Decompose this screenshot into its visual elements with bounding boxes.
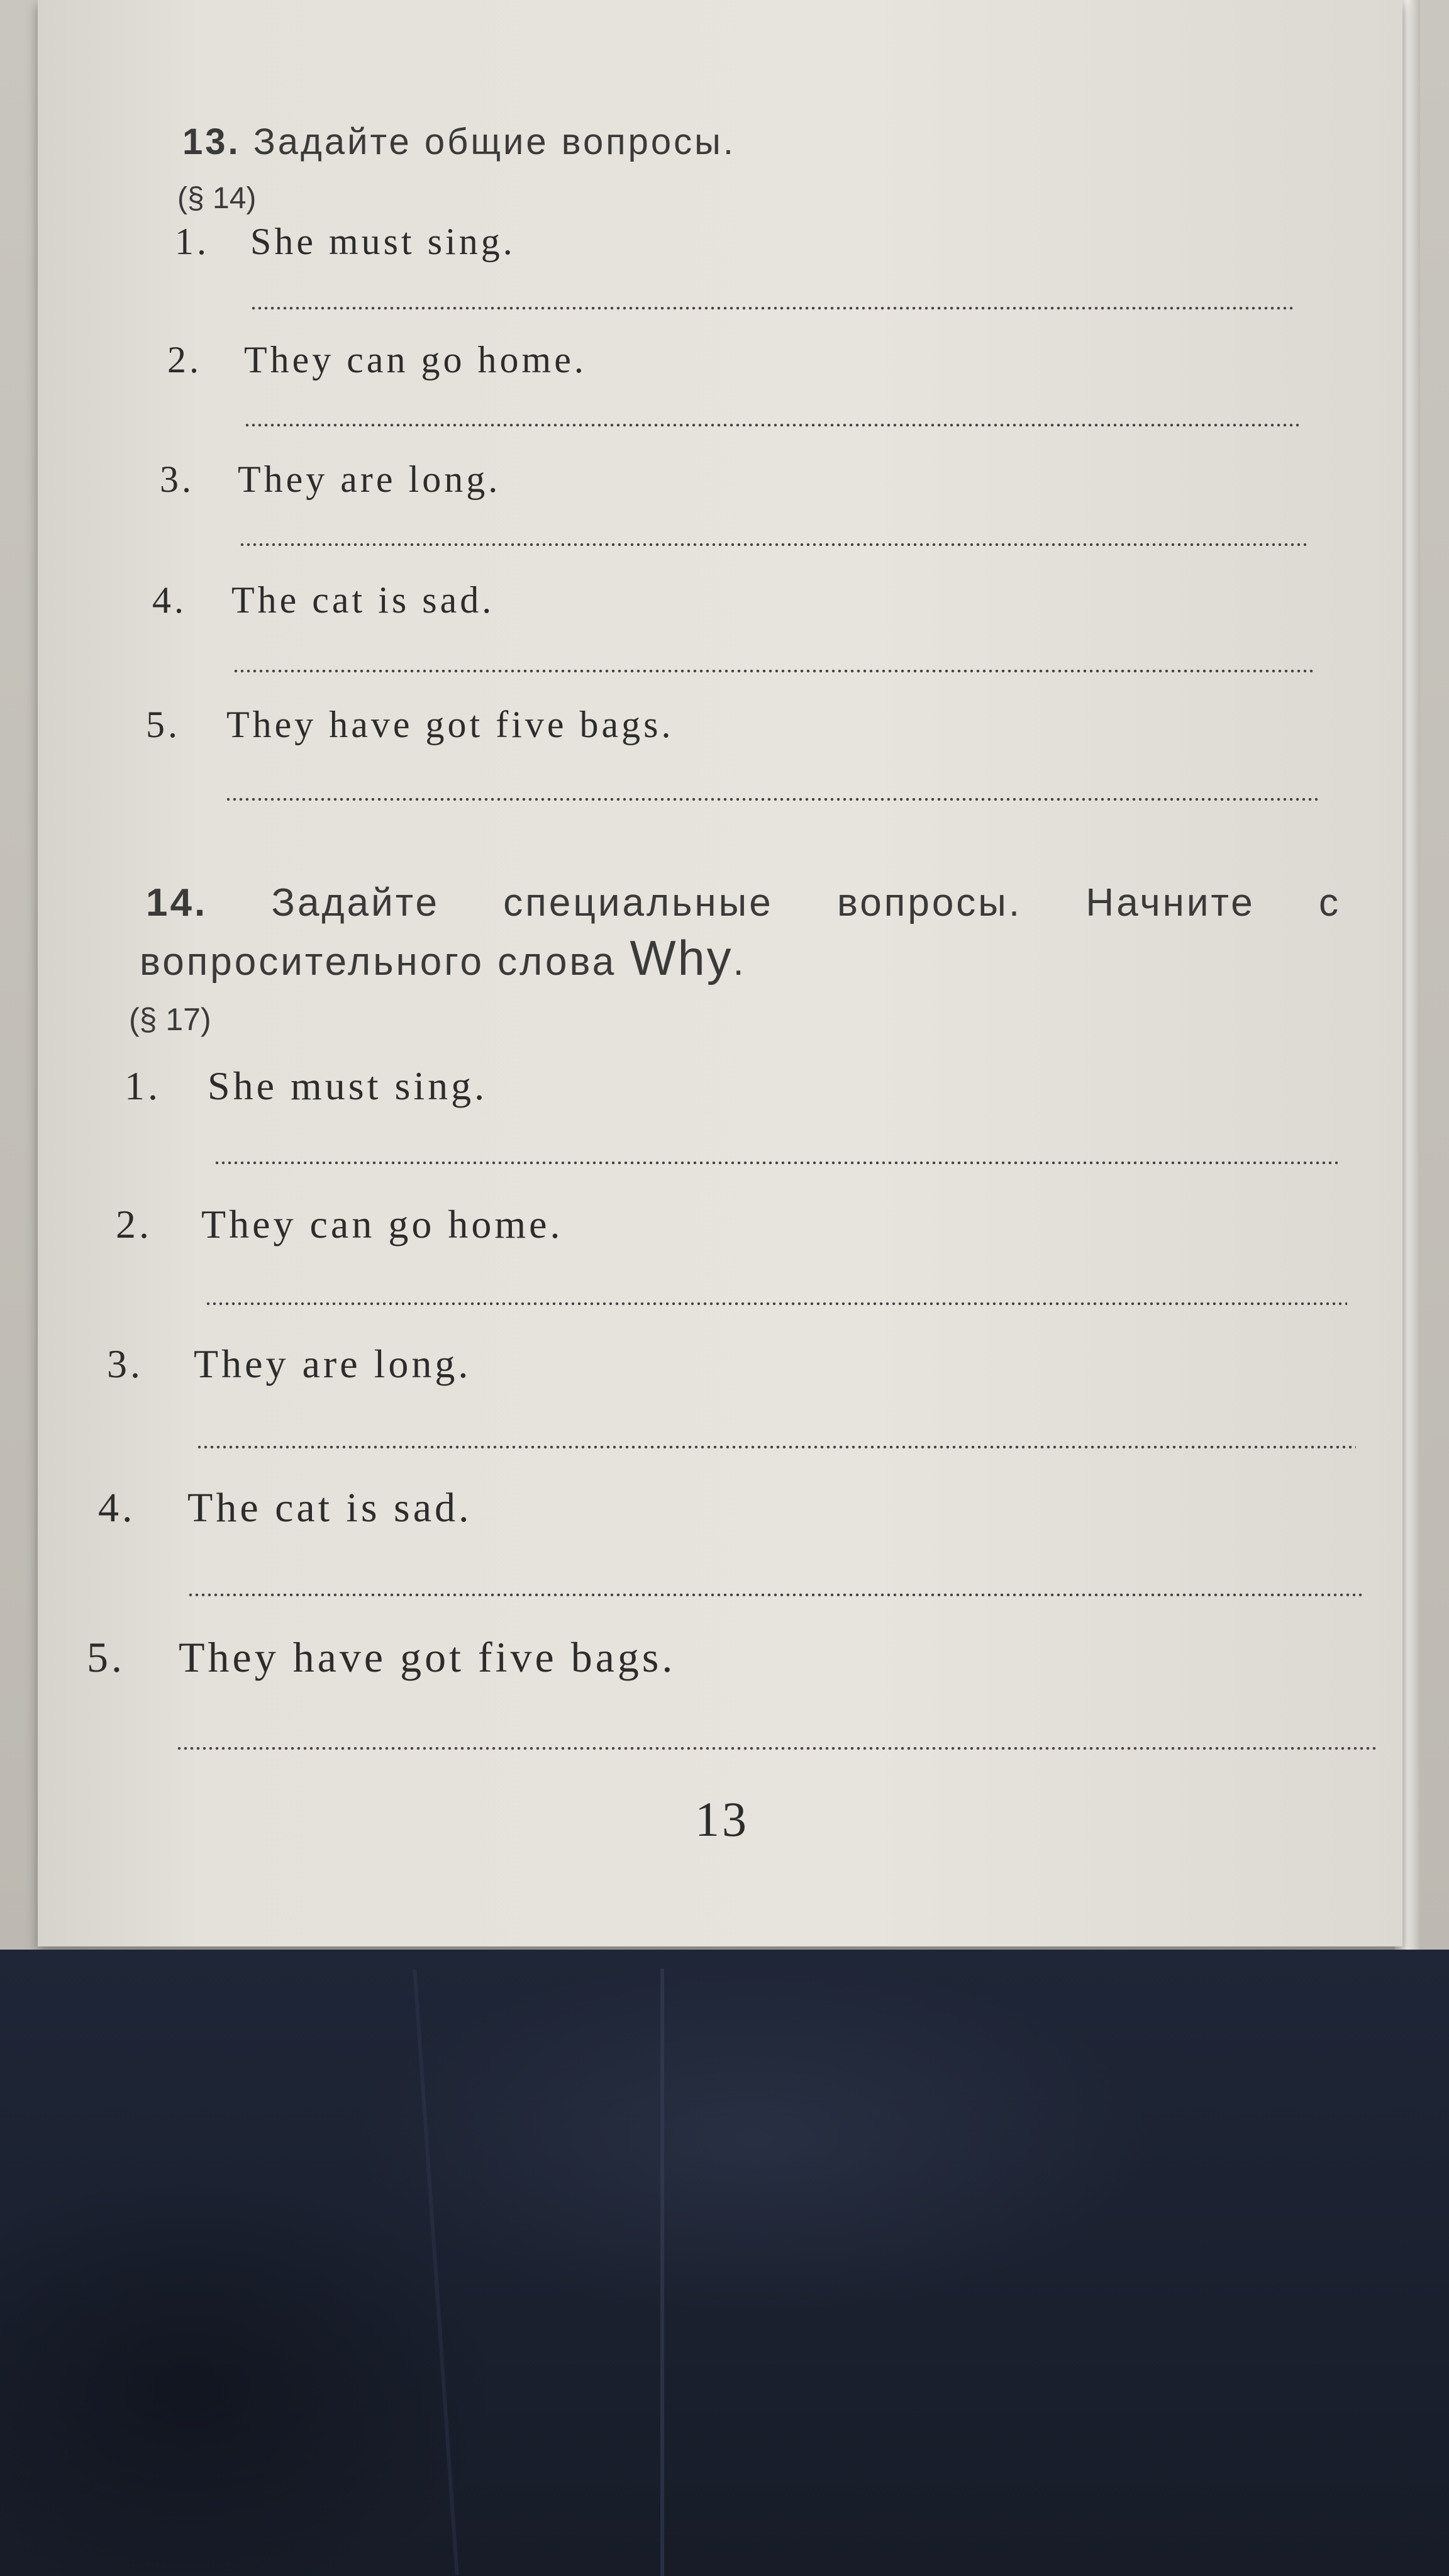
exercise-14-keyword: Why <box>630 931 733 985</box>
list-item <box>167 338 587 382</box>
answer-line[interactable] <box>244 423 1302 427</box>
item-number: 3. <box>160 458 194 500</box>
exercise-14-period: . <box>733 940 747 984</box>
answer-line[interactable] <box>225 797 1321 801</box>
item-sentence: The cat is sad. <box>187 1485 472 1531</box>
item-number: 5. <box>87 1633 125 1681</box>
fabric-background <box>0 1950 1449 2576</box>
exercise-14-heading <box>146 880 1341 925</box>
answer-line[interactable] <box>250 306 1294 310</box>
item-sentence: They have got five bags. <box>179 1633 676 1681</box>
list-item <box>87 1633 675 1682</box>
list-item <box>152 579 494 622</box>
answer-line[interactable] <box>233 669 1316 673</box>
answer-line[interactable] <box>214 1161 1340 1165</box>
list-item <box>116 1201 564 1248</box>
item-number: 5. <box>146 704 180 745</box>
item-number: 1. <box>175 221 209 262</box>
item-number: 3. <box>107 1341 143 1386</box>
exercise-13-paragraph-ref: (§ 14) <box>177 182 257 215</box>
item-sentence: They can go home. <box>201 1202 564 1246</box>
fabric-seam <box>660 1968 664 2576</box>
list-item <box>175 220 516 264</box>
item-number: 4. <box>152 579 187 621</box>
item-sentence: She must sing. <box>208 1063 488 1108</box>
item-number: 2. <box>167 339 202 380</box>
list-item <box>125 1063 487 1109</box>
item-sentence: They have got five bags. <box>226 704 674 745</box>
answer-line[interactable] <box>196 1445 1356 1449</box>
list-item <box>146 703 674 747</box>
answer-line[interactable] <box>176 1746 1376 1750</box>
exercise-14-instruction-line2: вопросительного слова <box>140 940 617 984</box>
item-sentence: The cat is sad. <box>231 579 495 621</box>
list-item <box>98 1484 472 1532</box>
show-through-text <box>755 1082 773 1146</box>
item-sentence: They can go home. <box>244 339 587 380</box>
answer-line[interactable] <box>239 543 1308 547</box>
exercise-14-heading-line2 <box>140 931 747 987</box>
exercise-14-paragraph-ref: (§ 17) <box>129 1002 211 1037</box>
item-sentence: They are long. <box>238 458 501 500</box>
item-sentence: They are long. <box>194 1341 472 1386</box>
list-item <box>107 1341 471 1387</box>
answer-line[interactable] <box>205 1302 1347 1306</box>
answer-line[interactable] <box>187 1593 1365 1597</box>
item-number: 4. <box>98 1485 136 1531</box>
item-sentence: She must sing. <box>250 221 516 262</box>
list-item <box>160 458 501 501</box>
exercise-14-number: 14. <box>146 881 208 924</box>
item-number: 1. <box>125 1063 161 1108</box>
exercise-13-instruction: Задайте общие вопросы. <box>253 121 736 162</box>
exercise-13-number: 13. <box>182 121 241 162</box>
item-number: 2. <box>116 1202 152 1246</box>
exercise-14-instruction-line1: Задайте специальные вопросы. Начните с <box>271 881 1341 924</box>
page-number: 13 <box>695 1792 749 1846</box>
exercise-13-heading <box>182 121 736 163</box>
